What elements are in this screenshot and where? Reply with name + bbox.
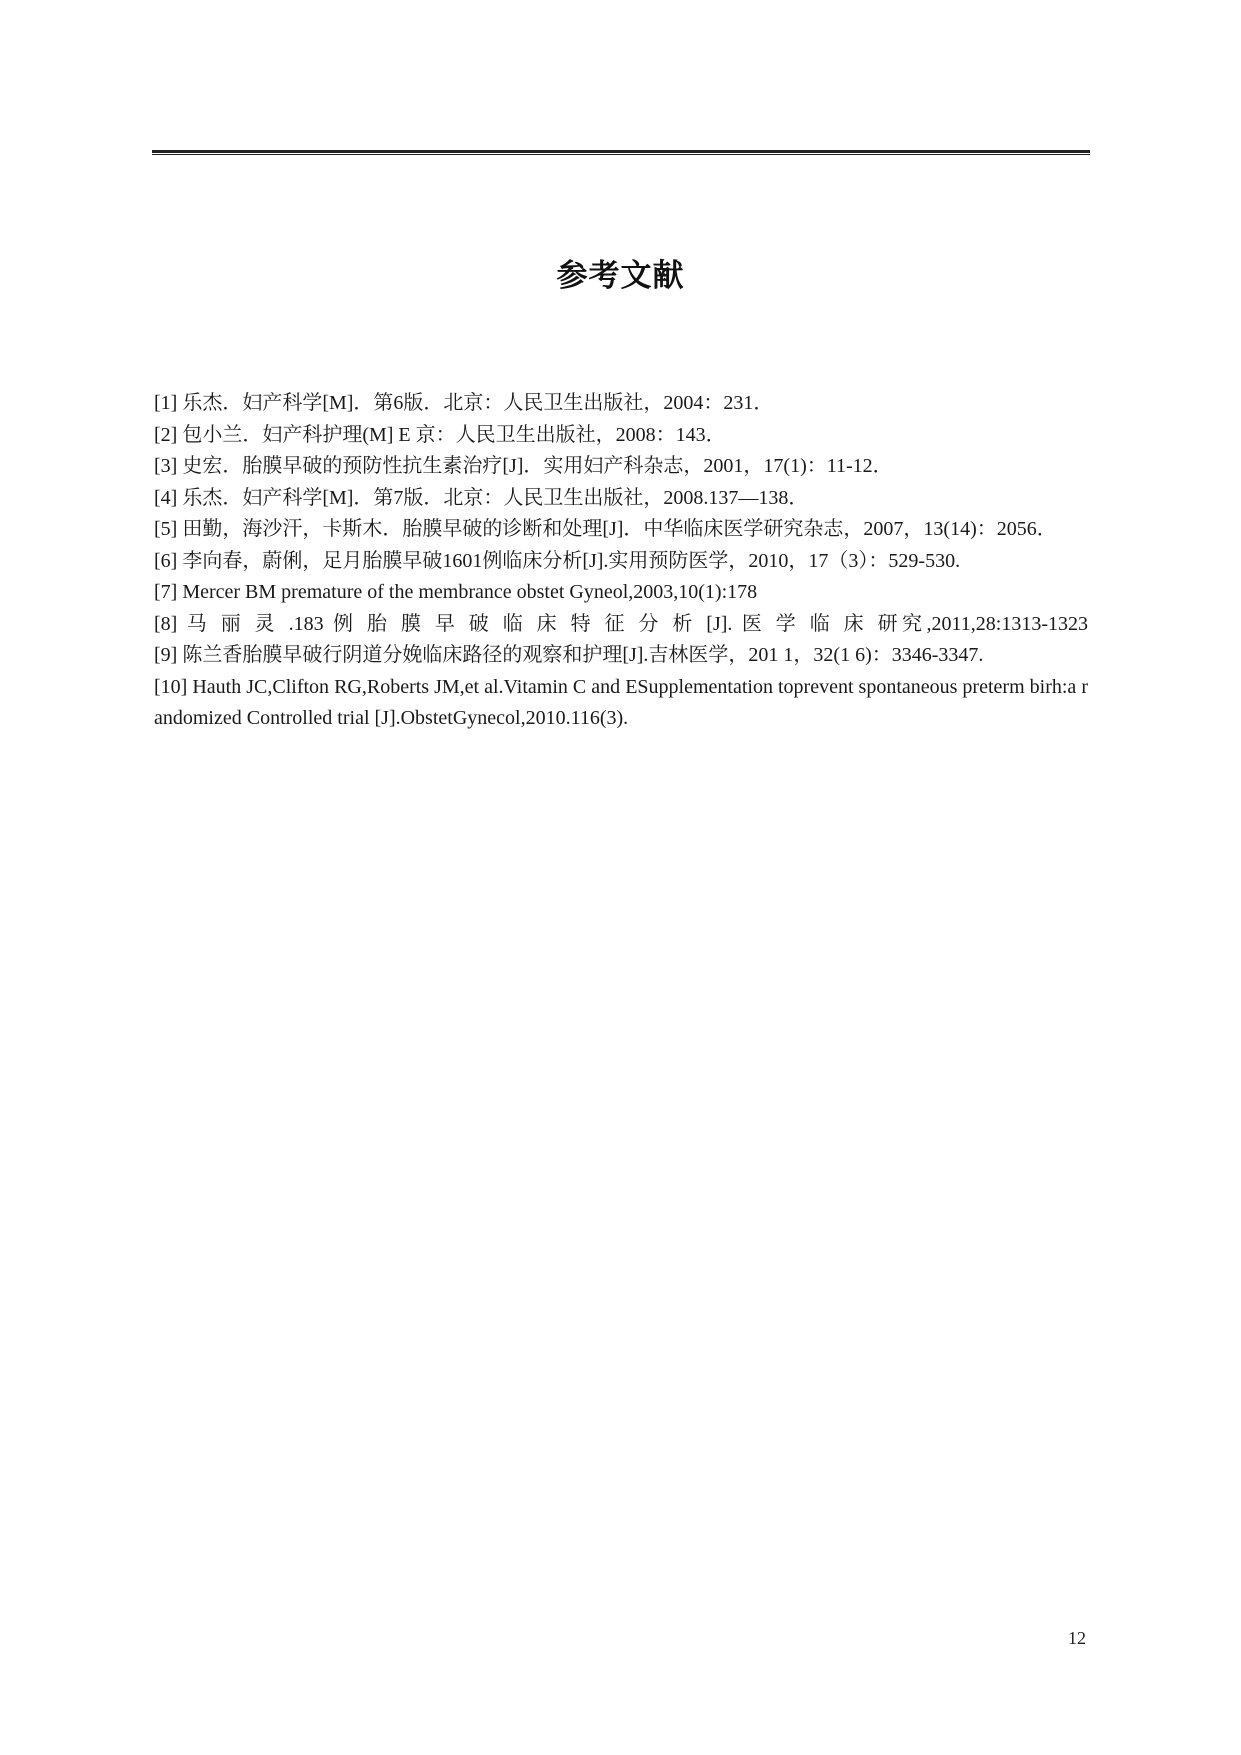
- page-title: 参考文献: [556, 258, 685, 294]
- reference-item-7: [7] Mercer BM premature of the membrance obstet Gyneol,2003,10(1):178: [154, 581, 758, 603]
- reference-item-8: [8] 马 丽 灵 .183 例 胎 膜 早 破 临 床 特 征 分 析 [J]. 医 学 临 床 研究,2011,28:1313-1323: [154, 612, 1088, 635]
- header-double-rule: [152, 150, 1090, 155]
- reference-item-9: [9] 陈兰香胎膜早破行阴道分娩临床路径的观察和护理[J].吉林医学，201 1，32(1 6)：3346-3347.: [154, 644, 984, 666]
- reference-item-4: [4] 乐杰．妇产科学[M]．第7版．北京：人民卫生出版社，2008.137—138．: [154, 486, 809, 509]
- reference-list: [154, 388, 1088, 735]
- reference-item-10: [10] Hauth JC,Clifton RG,Roberts JM,et al.Vitamin C and ESupplementation toprevent spontaneous preterm birh:a randomized Controlled trial [J].ObstetGynecol,2010.116(3).: [154, 675, 1088, 729]
- reference-item-6: [6] 李向春，蔚俐，足月胎膜早破1601例临床分析[J].实用预防医学，2010，17（3）：529-530.: [154, 549, 961, 572]
- reference-item-5: [5] 田勤，海沙汗，卡斯木．胎膜早破的诊断和处理[J]．中华临床医学研究杂志，2007，13(14)：2056．: [154, 518, 1057, 540]
- reference-item-2: [2] 包小兰．妇产科护理(M] E 京：人民卫生出版社，2008：143．: [154, 423, 726, 446]
- reference-item-1: [1] 乐杰．妇产科学[M]．第6版．北京：人民卫生出版社，2004：231．: [154, 392, 774, 414]
- reference-item-3: [3] 史宏．胎膜早破的预防性抗生素治疗[J]．实用妇产科杂志，2001，17(1)：11-12．: [154, 455, 893, 477]
- page-number: 12: [1068, 1628, 1086, 1648]
